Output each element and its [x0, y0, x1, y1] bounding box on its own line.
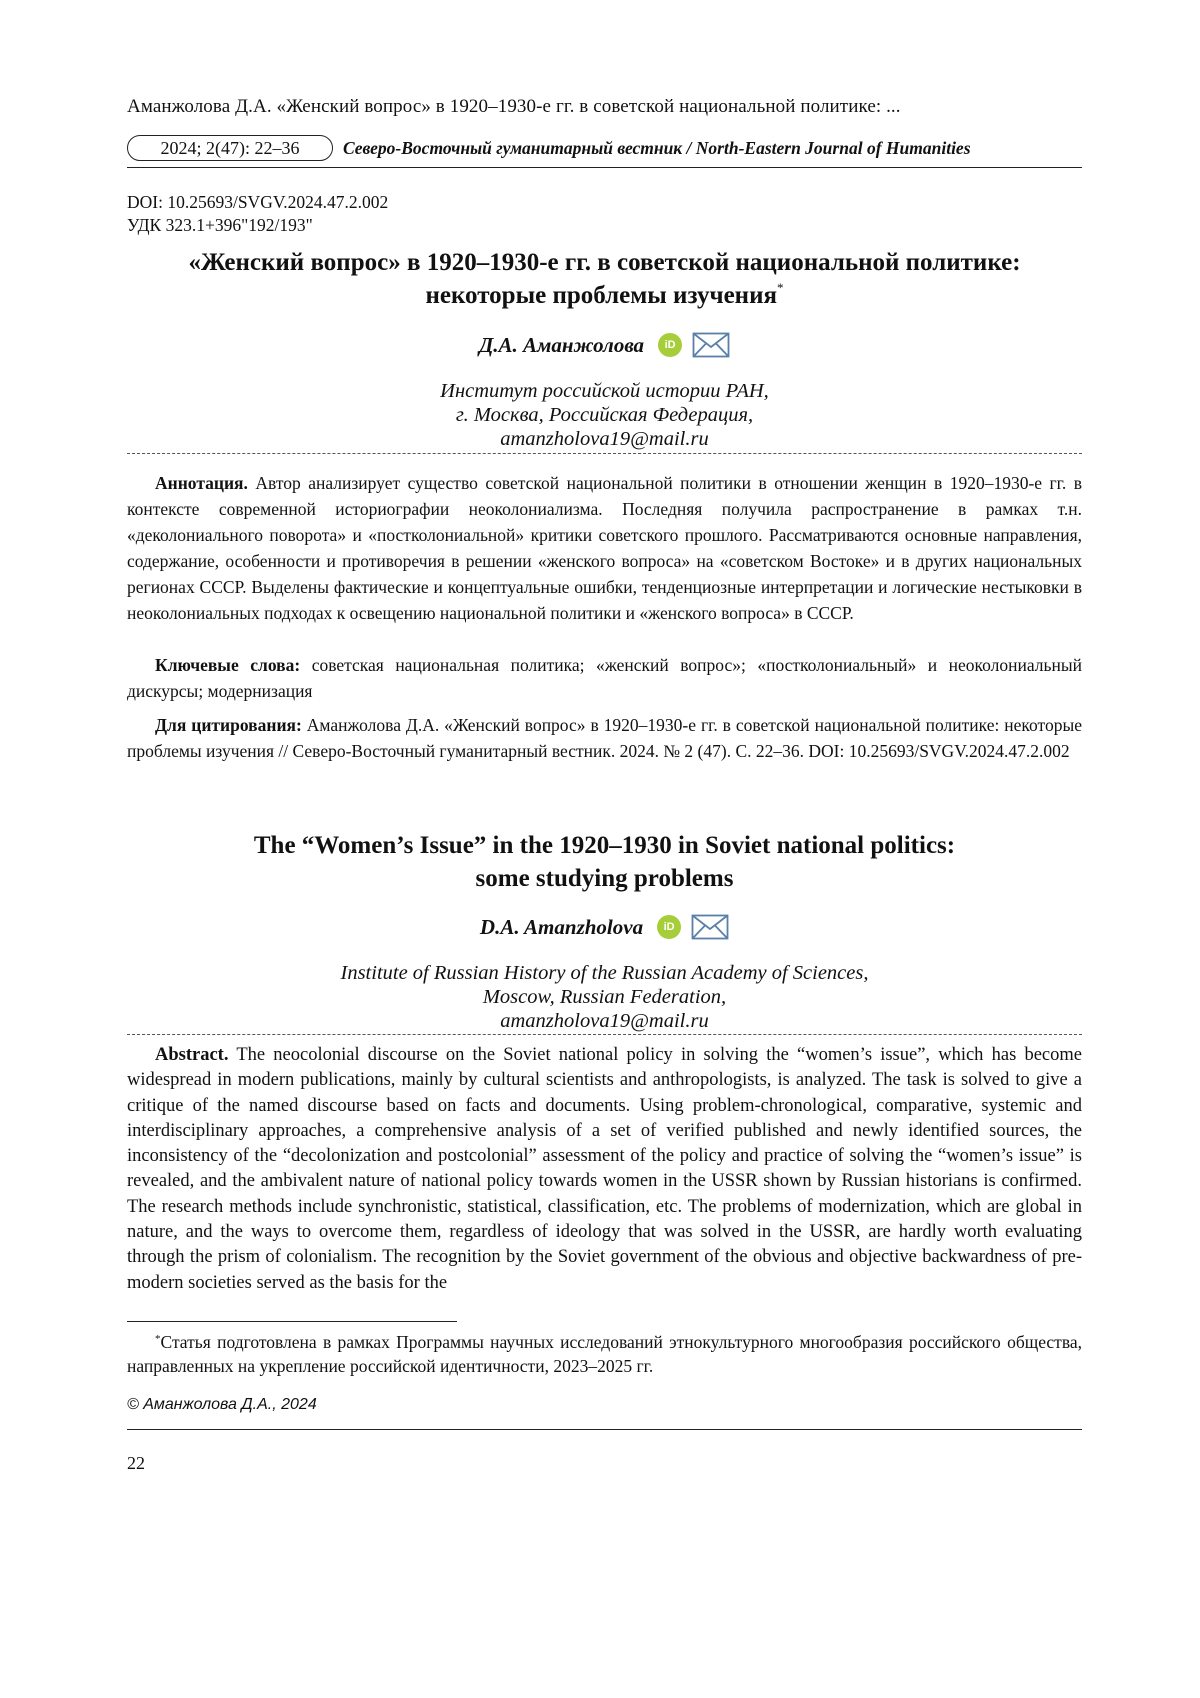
abstract-en	[127, 1043, 1082, 1296]
email-ru[interactable]: amanzholova19@mail.ru	[500, 428, 709, 450]
author-row-en	[127, 912, 1082, 944]
abstract-ru-label: Аннотация.	[155, 473, 248, 493]
footnote-mark: *	[155, 1333, 161, 1345]
author-name-ru: Д.А. Аманжолова	[478, 333, 645, 357]
email-icon[interactable]	[692, 332, 730, 358]
footnote-rule	[127, 1321, 457, 1322]
affiliation-en	[127, 961, 1082, 1033]
email-icon[interactable]	[691, 914, 729, 940]
page-number: 22	[127, 1453, 145, 1473]
affiliation-ru-line2: г. Москва, Российская Федерация,	[455, 404, 754, 426]
affiliation-ru-line1: Институт российской истории РАН,	[440, 380, 769, 402]
keywords-ru-label: Ключевые слова:	[155, 655, 301, 675]
orcid-icon[interactable]: iD	[657, 915, 681, 939]
title-en-line1: The “Women’s Issue” in the 1920–1930 in Soviet national politics:	[253, 832, 956, 859]
doi[interactable]: DOI: 10.25693/SVGV.2024.47.2.002	[127, 192, 389, 212]
title-ru-line1: «Женский вопрос» в 1920–1930-е гг. в советской национальной политике:	[188, 249, 1021, 276]
journal-name: Северо-Восточный гуманитарный вестник / North-Eastern Journal of Humanities	[343, 138, 971, 158]
article-page	[127, 0, 1082, 1698]
footnote	[127, 1330, 1082, 1378]
issue-badge: 2024; 2(47): 22–36	[127, 135, 333, 161]
author-row-ru	[127, 330, 1082, 362]
citation-ru-text: Аманжолова Д.А. «Женский вопрос» в 1920–1930-е гг. в советской национальной политике: некоторые проблемы изучения // Северо-Восточный гуманитарный вестник. 2024. № 2 (47). С. 22–36. DOI: 10.25693/SVGV.2024.47.2.002	[127, 715, 1082, 761]
bottom-rule	[127, 1429, 1082, 1430]
abstract-en-label: Abstract.	[155, 1045, 229, 1065]
citation-ru	[127, 712, 1082, 764]
title-ru-line2: некоторые проблемы изучения	[425, 282, 778, 309]
dashed-divider	[127, 453, 1082, 454]
copyright: © Аманжолова Д.А., 2024	[127, 1396, 317, 1413]
running-head: Аманжолова Д.А. «Женский вопрос» в 1920–1930-е гг. в советской национальной политике: ...	[127, 96, 901, 117]
affiliation-ru	[127, 379, 1082, 451]
udk-code: УДК 323.1+396"192/193"	[127, 215, 313, 235]
abstract-ru	[127, 470, 1082, 626]
citation-ru-label: Для цитирования:	[155, 715, 302, 735]
title-en-line2: some studying problems	[475, 865, 734, 892]
keywords-ru-text: советская национальная политика; «женский вопрос»; «постколониальный» и неоколониальный дискурсы; модернизация	[127, 655, 1082, 701]
dashed-divider	[127, 1034, 1082, 1035]
keywords-ru	[127, 652, 1082, 704]
abstract-ru-text: Автор анализирует существо советской национальной политики в отношении женщин в 1920–1930-е гг. в контексте современной историографии неоколониализма. Последняя получила распространение в рамках т.н. «деколониального поворота» и «постколониальной» критики советского прошлого. Рассматриваются основные направления, содержание, особенности и противоречия в решении «женского вопроса» на «советском Востоке» и в других национальных регионах СССР. Выделены фактические и концептуальные ошибки, тенденциозные интерпретации и логические нестыковки в неоколониальных подходах к освещению национальной политики и «женского вопроса» в СССР.	[127, 473, 1082, 623]
affiliation-en-line2: Moscow, Russian Federation,	[482, 986, 727, 1008]
abstract-en-text: The neocolonial discourse on the Soviet national policy in solving the “women’s issue”, which has become widespread in modern publications, mainly by cultural scientists and anthropologists, is analyzed. The task is solved to give a critique of the named discourse based on facts and documents. Using problem-chronological, comparative, systemic and interdisciplinary approaches, a comprehensive analysis of a set of verified published and newly identified sources, the inconsistency of the “decolonization and postcolonial” assessment of the policy and practice of solving the “women’s issue” is revealed, and the ambivalent nature of national policy towards women in the USSR shown by Russian historians is confirmed. The research methods include synchronistic, statistical, classification, etc. The problems of modernization, which are global in nature, and the ways to overcome them, regardless of ideology that was solved in the USSR, are hardly worth evaluating through the prism of colonialism. The recognition by the Soviet government of the obvious and objective backwardness of pre-modern societies served as the basis for the	[127, 1045, 1082, 1293]
journal-line	[127, 133, 1082, 168]
article-title-ru	[127, 246, 1082, 312]
title-footnote-mark[interactable]: *	[777, 280, 784, 295]
orcid-icon[interactable]: iD	[658, 333, 682, 357]
affiliation-en-line1: Institute of Russian History of the Russian Academy of Sciences,	[340, 962, 869, 984]
footnote-text: Статья подготовлена в рамках Программы научных исследований этнокультурного многообразия российского общества, направленных на укрепление российской идентичности, 2023–2025 гг.	[127, 1332, 1082, 1376]
article-title-en	[127, 829, 1082, 895]
author-name-en: D.A. Amanzholova	[479, 915, 644, 939]
email-en[interactable]: amanzholova19@mail.ru	[500, 1010, 709, 1032]
